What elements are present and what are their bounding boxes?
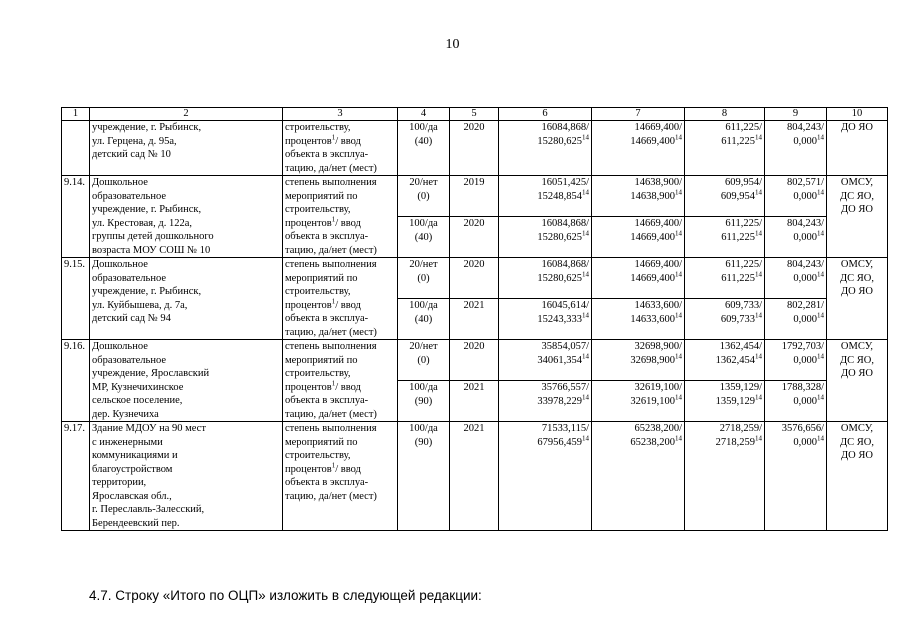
total-amount <box>499 299 592 340</box>
cell-line: ДС ЯО, <box>839 272 874 284</box>
cell-line: 609,954/ <box>724 177 762 188</box>
cell-line: учреждение, Ярославский <box>92 368 210 379</box>
cell-line: 100/да <box>409 382 438 393</box>
cell-line: 0,000$^{14}$ <box>793 188 824 202</box>
cell-line: ОМСУ, <box>840 423 874 434</box>
cell-line: ул. Куйбышева, д. 7а, <box>92 299 188 311</box>
cell-line: Берендеевский пер. <box>92 517 180 529</box>
cell-line: 609,733$^{14}$ <box>720 311 762 325</box>
year: 2021 <box>450 422 499 531</box>
cell-line: ДС ЯО, <box>839 190 874 202</box>
cell-line: 0,000$^{14}$ <box>793 311 824 325</box>
cell-line: ДС ЯО, <box>839 354 874 366</box>
cell-line: образовательное <box>92 272 166 284</box>
cell-line: 14638,900/ <box>634 177 682 188</box>
cell-line: ДО ЯО <box>841 368 873 379</box>
cell-line: МР, Кузнечихинское <box>92 381 184 393</box>
indicator <box>283 340 398 422</box>
federal-amount <box>592 217 685 258</box>
year: 2020 <box>450 258 499 299</box>
row-number <box>62 121 90 176</box>
local-amount <box>765 340 827 381</box>
year: 2021 <box>450 299 499 340</box>
cell-line: Ярославская обл., <box>92 490 172 502</box>
cell-line: 1792,703/ <box>781 341 824 352</box>
footer-text: 4.7. Строку «Итого по ОЦП» изложить в следующей редакции: <box>89 588 482 603</box>
object-name <box>90 258 283 340</box>
federal-amount <box>592 340 685 381</box>
cell-line: 65238,200$^{14}$ <box>630 434 682 448</box>
cell-line: мероприятий по <box>285 190 358 202</box>
year: 2020 <box>450 340 499 381</box>
cell-line: 611,225/ <box>725 122 762 133</box>
cell-line: 804,243/ <box>786 259 824 270</box>
data-table <box>61 107 888 531</box>
indicator-value <box>398 258 450 299</box>
cell-line: 804,243/ <box>786 218 824 229</box>
cell-line: возраста МОУ СОШ № 10 <box>92 244 211 256</box>
cell-line: ул. Герцена, д. 95а, <box>92 135 177 147</box>
regional-amount <box>685 381 765 422</box>
cell-line: г. Переславль-Залесский, <box>92 504 205 515</box>
cell-line: строительству, <box>285 450 351 461</box>
cell-line: 35854,057/ <box>541 341 589 352</box>
cell-line: 32619,100/ <box>634 382 682 393</box>
cell-line: мероприятий по <box>285 354 358 366</box>
column-header: 2 <box>90 108 283 121</box>
cell-line: степень выполнения <box>285 341 377 352</box>
cell-line: 802,281/ <box>786 300 824 311</box>
cell-line: образовательное <box>92 190 166 202</box>
row-number: 9.15. <box>62 258 90 340</box>
indicator-value <box>398 381 450 422</box>
cell-line: 100/да <box>409 122 438 133</box>
cell-line: 14669,400/ <box>634 122 682 133</box>
year: 2020 <box>450 217 499 258</box>
cell-line: территории, <box>92 477 147 488</box>
cell-line: 71533,115/ <box>541 423 589 434</box>
column-header: 6 <box>499 108 592 121</box>
executor <box>827 121 888 176</box>
cell-line: (90) <box>414 395 433 407</box>
cell-line: мероприятий по <box>285 436 358 448</box>
cell-line: 0,000$^{14}$ <box>793 352 824 366</box>
column-header: 3 <box>283 108 398 121</box>
cell-line: процентов$^1$/ ввод <box>285 297 361 311</box>
indicator-value <box>398 340 450 381</box>
regional-amount <box>685 258 765 299</box>
object-name <box>90 340 283 422</box>
cell-line: 14633,600/ <box>634 300 682 311</box>
indicator <box>283 422 398 531</box>
cell-line: с инженерными <box>92 436 163 448</box>
total-amount <box>499 121 592 176</box>
cell-line: (40) <box>414 135 433 147</box>
cell-line: строительству, <box>285 286 351 297</box>
indicator-value <box>398 176 450 217</box>
cell-line: (0) <box>417 190 430 202</box>
object-name <box>90 121 283 176</box>
cell-line: (40) <box>414 313 433 325</box>
total-amount <box>499 176 592 217</box>
cell-line: 14633,600$^{14}$ <box>630 311 682 325</box>
cell-line: 16084,868/ <box>541 122 589 133</box>
cell-line: объекта в эксплуа- <box>285 313 369 324</box>
cell-line: 3576,656/ <box>781 423 824 434</box>
column-header: 8 <box>685 108 765 121</box>
federal-amount <box>592 381 685 422</box>
executor <box>827 258 888 340</box>
cell-line: строительству, <box>285 204 351 215</box>
cell-line: учреждение, г. Рыбинск, <box>92 204 202 215</box>
cell-line: 2718,259/ <box>719 423 762 434</box>
cell-line: 32698,900/ <box>634 341 682 352</box>
regional-amount <box>685 299 765 340</box>
cell-line: объекта в эксплуа- <box>285 231 369 242</box>
cell-line: благоустройством <box>92 463 173 475</box>
cell-line: 14669,400$^{14}$ <box>630 270 682 284</box>
cell-line: ОМСУ, <box>840 177 874 188</box>
cell-line: 100/да <box>409 423 438 434</box>
cell-line: детский сад № 94 <box>92 313 171 324</box>
local-amount <box>765 176 827 217</box>
cell-line: 16045,614/ <box>541 300 589 311</box>
cell-line: (0) <box>417 354 430 366</box>
row-number: 9.17. <box>62 422 90 531</box>
cell-line: 34061,354$^{14}$ <box>537 352 589 366</box>
cell-line: 1788,328/ <box>781 382 824 393</box>
cell-line: 1362,454/ <box>719 341 762 352</box>
header-row <box>62 108 888 121</box>
cell-line: 0,000$^{14}$ <box>793 133 824 147</box>
indicator <box>283 176 398 258</box>
cell-line: 802,571/ <box>786 177 824 188</box>
local-amount <box>765 422 827 531</box>
cell-line: ДС ЯО, <box>839 436 874 448</box>
regional-amount <box>685 176 765 217</box>
cell-line: объекта в эксплуа- <box>285 477 369 488</box>
cell-line: ОМСУ, <box>840 259 874 270</box>
cell-line: ул. Крестовая, д. 122а, <box>92 217 193 229</box>
indicator-value <box>398 422 450 531</box>
cell-line: 20/нет <box>409 259 438 270</box>
cell-line: объекта в эксплуа- <box>285 395 369 406</box>
table-row <box>62 422 888 531</box>
cell-line: 804,243/ <box>786 122 824 133</box>
indicator <box>283 258 398 340</box>
federal-amount <box>592 121 685 176</box>
column-header: 9 <box>765 108 827 121</box>
year: 2019 <box>450 176 499 217</box>
cell-line: 15280,625$^{14}$ <box>537 229 589 243</box>
cell-line: 2718,259$^{14}$ <box>715 434 762 448</box>
row-number: 9.14. <box>62 176 90 258</box>
cell-line: учреждение, г. Рыбинск, <box>92 122 202 133</box>
column-header: 1 <box>62 108 90 121</box>
cell-line: процентов$^1$/ ввод <box>285 215 361 229</box>
cell-line: группы детей дошкольного <box>92 231 214 242</box>
cell-line: степень выполнения <box>285 177 377 188</box>
local-amount <box>765 381 827 422</box>
cell-line: Здание МДОУ на 90 мест <box>92 423 206 434</box>
cell-line: Дошкольное <box>92 259 148 270</box>
regional-amount <box>685 121 765 176</box>
cell-line: 15243,333$^{14}$ <box>537 311 589 325</box>
cell-line: 609,733/ <box>724 300 762 311</box>
cell-line: объекта в эксплуа- <box>285 149 369 160</box>
cell-line: 15280,625$^{14}$ <box>537 133 589 147</box>
federal-amount <box>592 299 685 340</box>
cell-line: 100/да <box>409 218 438 229</box>
cell-line: 14638,900$^{14}$ <box>630 188 682 202</box>
cell-line: образовательное <box>92 354 166 366</box>
cell-line: дер. Кузнечиха <box>92 408 159 420</box>
cell-line: 67956,459$^{14}$ <box>537 434 589 448</box>
cell-line: ДО ЯО <box>841 204 873 215</box>
cell-line: (0) <box>417 272 430 284</box>
cell-line: тацию, да/нет (мест) <box>285 244 377 256</box>
cell-line: строительству, <box>285 122 351 133</box>
cell-line: 1362,454$^{14}$ <box>715 352 762 366</box>
cell-line: 0,000$^{14}$ <box>793 270 824 284</box>
cell-line: 20/нет <box>409 177 438 188</box>
cell-line: сельское поселение, <box>92 395 183 406</box>
cell-line: 0,000$^{14}$ <box>793 393 824 407</box>
cell-line: тацию, да/нет (мест) <box>285 326 377 338</box>
year: 2020 <box>450 121 499 176</box>
cell-line: процентов$^1$/ ввод <box>285 379 361 393</box>
cell-line: 611,225$^{14}$ <box>721 133 762 147</box>
cell-line: 611,225/ <box>725 259 762 270</box>
page-number: 10 <box>445 37 460 52</box>
cell-line: 1359,129/ <box>719 382 762 393</box>
cell-line: 15280,625$^{14}$ <box>537 270 589 284</box>
column-header: 5 <box>450 108 499 121</box>
cell-line: 14669,400$^{14}$ <box>630 229 682 243</box>
cell-line: 32698,900$^{14}$ <box>630 352 682 366</box>
cell-line: учреждение, г. Рыбинск, <box>92 286 202 297</box>
cell-line: (40) <box>414 231 433 243</box>
cell-line: мероприятий по <box>285 272 358 284</box>
regional-amount <box>685 422 765 531</box>
regional-amount <box>685 217 765 258</box>
cell-line: ДО ЯО <box>841 450 873 461</box>
total-amount <box>499 340 592 381</box>
cell-line: тацию, да/нет (мест) <box>285 162 377 174</box>
cell-line: степень выполнения <box>285 423 377 434</box>
cell-line: Дошкольное <box>92 341 148 352</box>
local-amount <box>765 217 827 258</box>
local-amount <box>765 258 827 299</box>
cell-line: 0,000$^{14}$ <box>793 229 824 243</box>
cell-line: 33978,229$^{14}$ <box>537 393 589 407</box>
cell-line: 609,954$^{14}$ <box>720 188 762 202</box>
cell-line: ДО ЯО <box>841 286 873 297</box>
federal-amount <box>592 176 685 217</box>
total-amount <box>499 258 592 299</box>
cell-line: 16051,425/ <box>541 177 589 188</box>
executor <box>827 422 888 531</box>
cell-line: коммуникациями и <box>92 450 178 461</box>
cell-line: 16084,868/ <box>541 259 589 270</box>
column-header: 7 <box>592 108 685 121</box>
indicator <box>283 121 398 176</box>
executor <box>827 340 888 422</box>
indicator-value <box>398 299 450 340</box>
cell-line: степень выполнения <box>285 259 377 270</box>
cell-line: ОМСУ, <box>840 341 874 352</box>
cell-line: 32619,100$^{14}$ <box>630 393 682 407</box>
cell-line: 14669,400/ <box>634 259 682 270</box>
federal-amount <box>592 258 685 299</box>
cell-line: 611,225/ <box>725 218 762 229</box>
total-amount <box>499 422 592 531</box>
local-amount <box>765 121 827 176</box>
cell-line: 0,000$^{14}$ <box>793 434 824 448</box>
cell-line: 14669,400/ <box>634 218 682 229</box>
total-amount <box>499 217 592 258</box>
cell-line: Дошкольное <box>92 177 148 188</box>
cell-line: 35766,557/ <box>541 382 589 393</box>
cell-line: 611,225$^{14}$ <box>721 229 762 243</box>
cell-line: строительству, <box>285 368 351 379</box>
column-header: 4 <box>398 108 450 121</box>
table-row <box>62 121 888 176</box>
row-number: 9.16. <box>62 340 90 422</box>
cell-line: (90) <box>414 436 433 448</box>
cell-line: 1359,129$^{14}$ <box>715 393 762 407</box>
indicator-value <box>398 217 450 258</box>
year: 2021 <box>450 381 499 422</box>
local-amount <box>765 299 827 340</box>
cell-line: процентов$^1$/ ввод <box>285 461 361 475</box>
table-row <box>62 258 888 299</box>
table-row <box>62 340 888 381</box>
indicator-value <box>398 121 450 176</box>
cell-line: 611,225$^{14}$ <box>721 270 762 284</box>
object-name <box>90 422 283 531</box>
cell-line: 15248,854$^{14}$ <box>537 188 589 202</box>
cell-line: 65238,200/ <box>634 423 682 434</box>
object-name <box>90 176 283 258</box>
cell-line: детский сад № 10 <box>92 149 171 160</box>
cell-line: тацию, да/нет (мест) <box>285 490 377 502</box>
cell-line: 16084,868/ <box>541 218 589 229</box>
cell-line: 14669,400$^{14}$ <box>630 133 682 147</box>
cell-line: тацию, да/нет (мест) <box>285 408 377 420</box>
table-row <box>62 176 888 217</box>
regional-amount <box>685 340 765 381</box>
total-amount <box>499 381 592 422</box>
executor <box>827 176 888 258</box>
federal-amount <box>592 422 685 531</box>
cell-line: 100/да <box>409 300 438 311</box>
cell-line: ДО ЯО <box>841 122 873 133</box>
cell-line: процентов$^1$/ ввод <box>285 133 361 147</box>
column-header: 10 <box>827 108 888 121</box>
cell-line: 20/нет <box>409 341 438 352</box>
